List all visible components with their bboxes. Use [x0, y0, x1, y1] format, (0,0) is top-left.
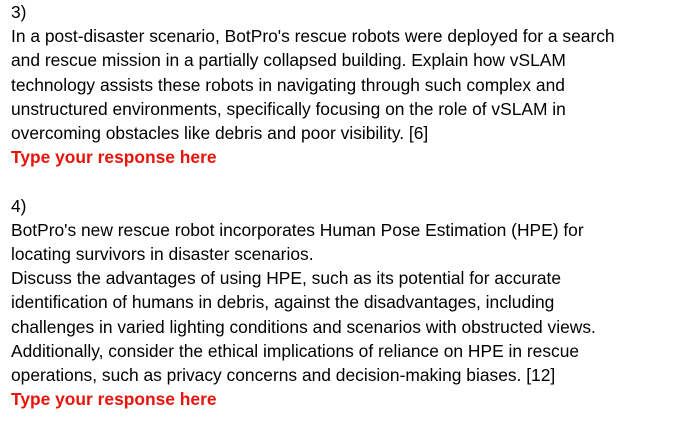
question-4 [11, 194, 691, 412]
question-text-line: Additionally, consider the ethical implications of reliance on HPE in rescue [11, 340, 580, 361]
question-text-line: locating survivors in disaster scenarios. [11, 244, 314, 265]
question-text-line: challenges in varied lighting conditions and scenarios with obstructed views. [11, 316, 596, 337]
question-text-line: identification of humans in debris, against the disadvantages, including [11, 292, 555, 313]
question-3 [11, 0, 691, 169]
question-text-line: Discuss the advantages of using HPE, such as its potential for accurate [11, 268, 562, 289]
question-number: 4) [11, 195, 27, 216]
response-field-q4[interactable]: Type your response here [11, 389, 217, 410]
question-text-line: technology assists these robots in navigating through such complex and [11, 74, 565, 95]
question-text-line: and rescue mission in a partially collapsed building. Explain how vSLAM [11, 50, 566, 71]
question-text-line: overcoming obstacles like debris and poor visibility. [6] [11, 123, 429, 144]
question-number: 3) [11, 2, 27, 22]
question-text-line: In a post-disaster scenario, BotPro's rescue robots were deployed for a search [11, 26, 615, 47]
question-text-line: unstructured environments, specifically focusing on the role of vSLAM in [11, 98, 566, 119]
blank-line [11, 169, 691, 193]
question-text-line: BotPro's new rescue robot incorporates Human Pose Estimation (HPE) for [11, 219, 584, 240]
response-field-q3[interactable]: Type your response here [11, 147, 217, 168]
question-text-line: operations, such as privacy concerns and decision-making biases. [12] [11, 365, 556, 386]
